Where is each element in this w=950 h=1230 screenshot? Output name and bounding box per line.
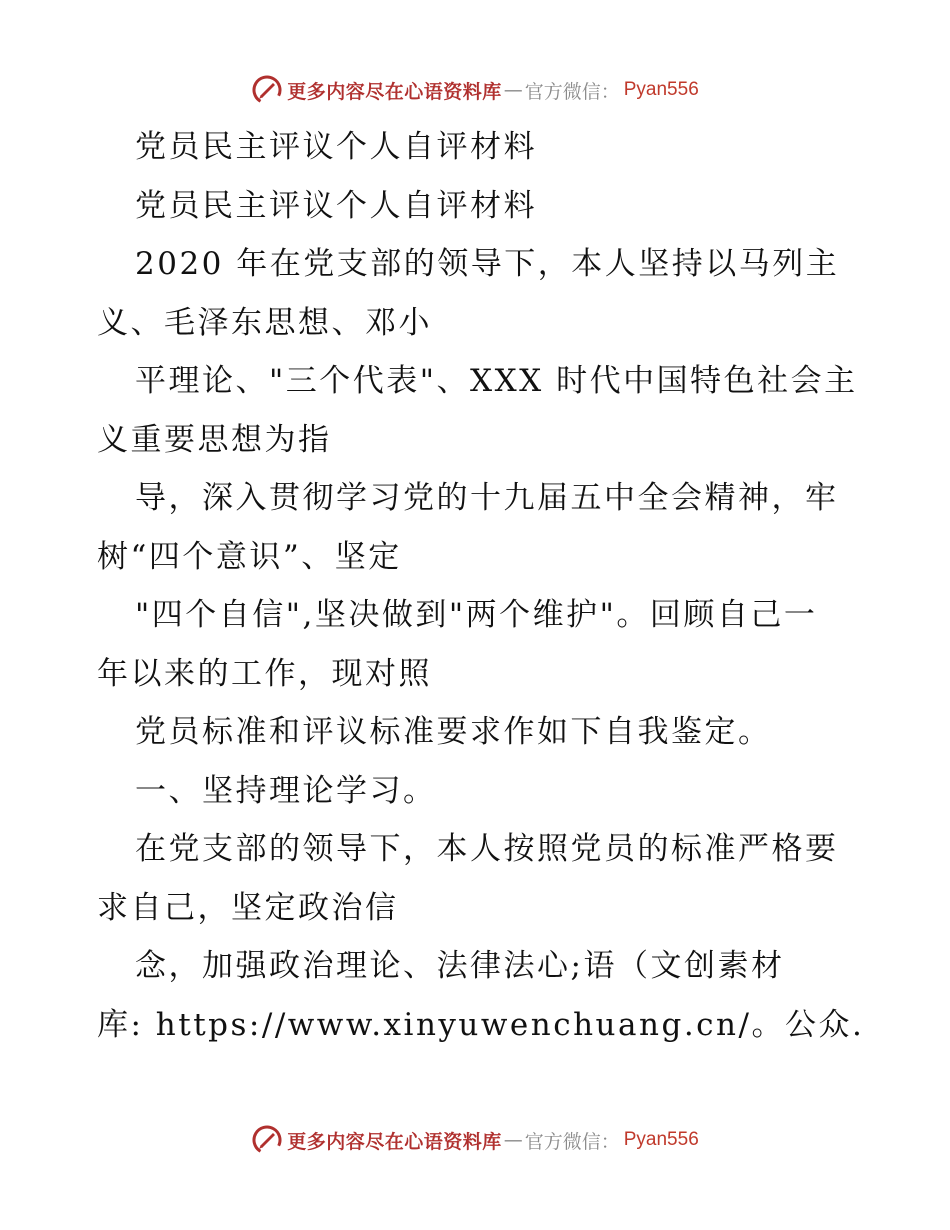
watermark-brand: 更多内容尽在心语资料库	[287, 80, 502, 103]
watermark-wechat-id: Pyan556	[623, 1129, 699, 1150]
doc-line: 党员民主评议个人自评材料	[135, 129, 537, 165]
doc-line: 义、毛泽东思想、邓小	[97, 304, 432, 341]
doc-line: "四个自信",坚决做到"两个维护"。回顾自己一	[135, 597, 818, 633]
doc-line: 义重要思想为指	[97, 421, 332, 458]
logo-icon	[251, 1124, 283, 1156]
watermark-wechat-id: Pyan556	[623, 79, 699, 100]
doc-line: 导，深入贯彻学习党的十九届五中全会精神，牢	[135, 480, 839, 516]
doc-line: 平理论、"三个代表"、XXX 时代中国特色社会主	[135, 363, 858, 399]
doc-line: 党员标准和评议标准要求作如下自我鉴定。	[135, 714, 772, 750]
section-heading: 一、坚持理论学习。	[135, 772, 437, 809]
footer-watermark	[0, 1120, 950, 1160]
watermark-wechat-label: 官方微信：	[524, 80, 620, 103]
doc-line: 2020 年在党支部的领导下，本人坚持以马列主	[135, 246, 840, 282]
doc-line: 求自己，坚定政治信	[97, 889, 399, 926]
doc-line: 在党支部的领导下，本人按照党员的标准严格要	[135, 831, 839, 867]
document-body	[97, 118, 865, 1054]
doc-line: 念，加强政治理论、法律法心;语（文创素材	[135, 948, 785, 984]
doc-line: 年以来的工作，现对照	[97, 655, 432, 692]
watermark-brand: 更多内容尽在心语资料库	[287, 1130, 502, 1153]
doc-line: 树“四个意识”、坚定	[97, 538, 402, 575]
watermark-dash: —	[503, 1129, 523, 1151]
logo-icon	[251, 74, 283, 106]
watermark-dash: —	[503, 79, 523, 101]
doc-line: 党员民主评议个人自评材料	[135, 187, 537, 224]
watermark-wechat-label: 官方微信：	[524, 1130, 620, 1153]
doc-line: 库: https://www.xinyuwenchuang.cn/。公众.	[97, 1006, 865, 1043]
header-watermark	[0, 70, 950, 110]
